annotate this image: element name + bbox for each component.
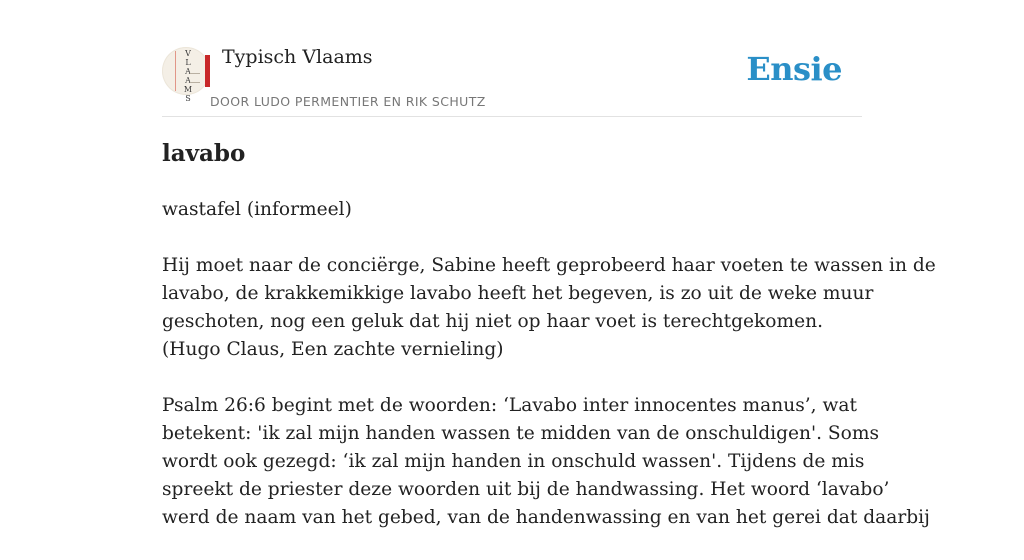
- logo-accent-line: [175, 51, 176, 91]
- note-line: spreekt de priester deze woorden uit bij de handwassing. Het woord ‘lavabo’: [162, 479, 890, 500]
- entry-note: [162, 392, 930, 532]
- quote-line: Hij moet naar de conciërge, Sabine heeft geprobeerd haar voeten te wassen in de: [162, 255, 936, 276]
- quote-line: lavabo, de krakkemikkige lavabo heeft het begeven, is zo uit de weke muur: [162, 283, 874, 304]
- logo-red-bar: [205, 55, 210, 87]
- entry-term: lavabo: [162, 140, 246, 167]
- note-line: Psalm 26:6 begint met de woorden: ‘Lavabo inter innocentes manus’, wat: [162, 395, 857, 416]
- entry-content: [162, 138, 936, 560]
- note-line: werd de naam van het gebed, van de handenwassing en van het gerei dat daarbij: [162, 507, 930, 528]
- book-title-link[interactable]: Typisch Vlaams: [222, 46, 373, 68]
- entry-definition: wastafel (informeel): [162, 199, 352, 220]
- quote-line: geschoten, nog een geluk dat hij niet op haar voet is terechtgekomen.: [162, 311, 824, 332]
- note-line: betekent: 'ik zal mijn handen wassen te midden van de onschuldigen'. Soms: [162, 423, 880, 444]
- logo-fineprint: [190, 73, 200, 83]
- quote-source: (Hugo Claus, Een zachte vernieling): [162, 339, 504, 360]
- logo-lettering: V L A A M S: [183, 49, 193, 103]
- book-authors: DOOR LUDO PERMENTIER EN RIK SCHUTZ: [210, 94, 486, 109]
- ensie-brand-logo[interactable]: Ensie: [746, 50, 842, 88]
- book-cover-logo[interactable]: [162, 47, 210, 103]
- site-header: [162, 44, 862, 117]
- note-line: wordt ook gezegd: ‘ik zal mijn handen in onschuld wassen'. Tijdens de mis: [162, 451, 865, 472]
- entry-quote: [162, 252, 936, 364]
